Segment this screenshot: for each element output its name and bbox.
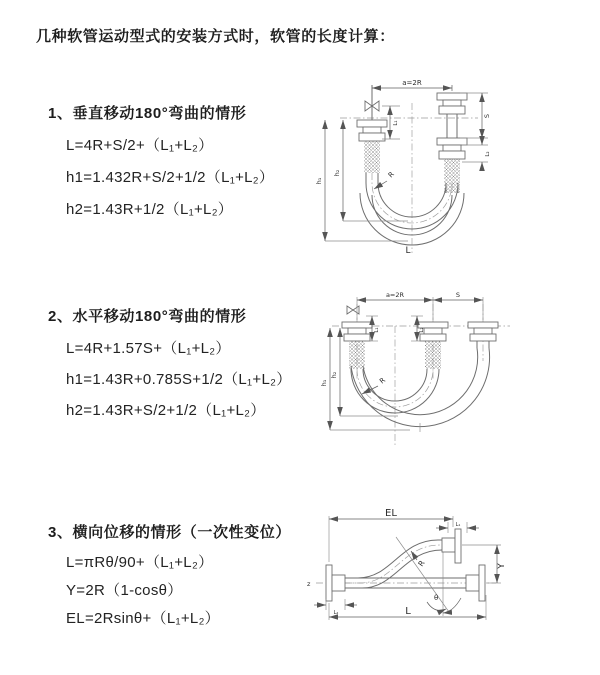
braid-right xyxy=(444,159,460,193)
dim-label-r: R xyxy=(416,558,427,569)
flange-right xyxy=(466,565,485,601)
radius-leader xyxy=(362,376,387,394)
flange-right-lower xyxy=(437,138,467,159)
dim-l2 xyxy=(314,599,357,616)
dim-label-l1: L₁ xyxy=(374,327,380,333)
dim-a2r xyxy=(372,79,452,91)
page-title: 几种软管运动型式的安装方式时，软管的长度计算： xyxy=(36,28,395,45)
dim-label-s: S xyxy=(483,113,491,119)
section-3-formula-el: EL=2Rsinθ+（L₁+L₂） xyxy=(66,610,220,627)
dim-label-l2: L₂ xyxy=(333,610,339,616)
diagram-vertical-180-bend xyxy=(310,75,600,265)
section-1-formula-h2: h2=1.43R+1/2（L₁+L₂） xyxy=(66,201,234,218)
section-2-heading: 2、水平移动180°弯曲的情形 xyxy=(48,308,247,325)
section-3-formula-y: Y=2R（1-cosθ） xyxy=(66,582,183,599)
dim-label-l2: L₂ xyxy=(419,327,425,333)
section-1-formula-h1: h1=1.432R+S/2+1/2（L₁+L₂） xyxy=(66,169,275,186)
dim-s xyxy=(433,291,483,300)
dim-label-l: L xyxy=(405,246,411,256)
dim-label-l2: L₂ xyxy=(485,151,491,157)
flange-upper xyxy=(442,529,461,563)
dim-label-h2: h₂ xyxy=(333,169,341,177)
dim-label-y: Y xyxy=(497,563,507,569)
angle-label: θ xyxy=(434,594,439,602)
dim-label-h1: h₁ xyxy=(320,379,328,387)
dim-el xyxy=(329,508,453,562)
dim-label-l1: L₁ xyxy=(393,120,399,126)
dim-label-h1: h₁ xyxy=(315,177,323,185)
dim-a2r xyxy=(357,291,483,320)
flange-right-upper xyxy=(437,93,467,114)
flange-left xyxy=(342,322,372,341)
section-2-formula-l: L=4R+1.57S+（L₁+L₂） xyxy=(66,340,231,357)
flange-left xyxy=(357,120,387,141)
hose-s-curve xyxy=(345,540,442,588)
section-1-heading: 1、垂直移动180°弯曲的情形 xyxy=(48,105,247,122)
section-2-formula-h2: h2=1.43R+S/2+1/2（L₁+L₂） xyxy=(66,402,266,419)
section-3-heading: 3、横向位移的情形（一次性变位） xyxy=(48,524,291,541)
dim-label-el: EL xyxy=(385,508,397,519)
flange-left xyxy=(326,565,345,601)
dim-label-l1: L₁ xyxy=(455,522,461,528)
hose-curves xyxy=(351,348,490,432)
braid-middle xyxy=(425,341,441,369)
diagram-horizontal-180-bend xyxy=(310,286,600,461)
diagram-lateral-displacement xyxy=(300,505,600,650)
dim-label-h2: h₂ xyxy=(330,371,338,379)
section-3-formula-l: L=πRθ/90+（L₁+L₂） xyxy=(66,554,214,571)
dim-label-a2r: a=2R xyxy=(385,291,405,299)
dim-label-l: L xyxy=(405,606,411,617)
dim-label-s: S xyxy=(455,291,461,299)
section-1-formula-l: L=4R+S/2+（L₁+L₂） xyxy=(66,137,214,154)
dim-label-r: R xyxy=(386,170,396,180)
section-2-formula-h1: h1=1.43R+0.785S+1/2（L₁+L₂） xyxy=(66,371,292,388)
dim-label-r: R xyxy=(378,376,388,386)
braid-left xyxy=(364,141,380,173)
radius-leader xyxy=(374,170,396,189)
break-mark: z xyxy=(307,580,311,588)
braid-left xyxy=(349,341,365,369)
dim-l xyxy=(329,595,486,620)
dim-label-a2r: a=2R xyxy=(402,79,422,87)
flange-right xyxy=(468,322,498,341)
